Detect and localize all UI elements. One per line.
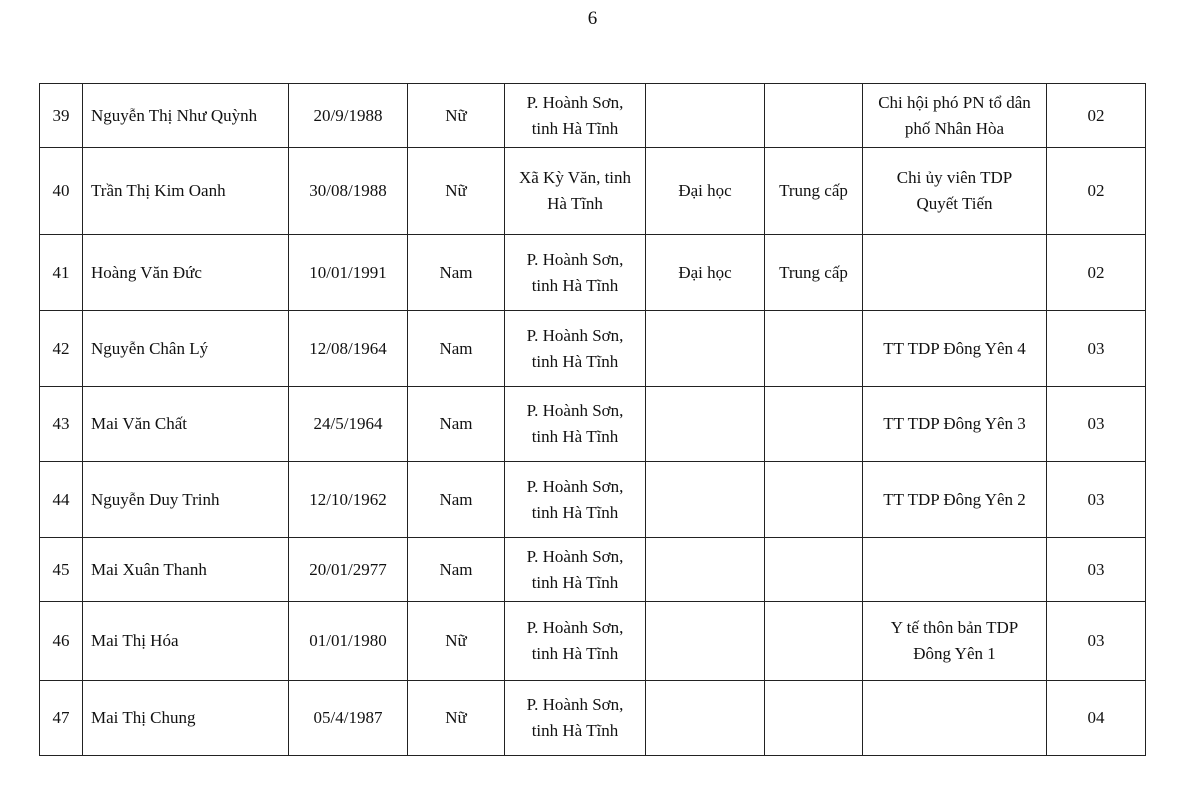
address-line-2: tinh Hà Tĩnh: [531, 275, 619, 295]
roster-table: [39, 83, 1146, 756]
cell-code: 03: [1047, 311, 1146, 387]
address-line-2: Hà Tĩnh: [547, 194, 603, 213]
table-row: [40, 148, 1146, 235]
cell-gender: Nam: [408, 538, 505, 602]
table-row: [40, 462, 1146, 538]
cell-address: [505, 538, 646, 602]
cell-name: Hoàng Văn Đức: [83, 235, 289, 311]
cell-education: Đại học: [646, 235, 765, 311]
cell-name: Mai Thị Hóa: [83, 602, 289, 681]
address-line-1: P. Hoành Sơn,: [526, 618, 624, 637]
cell-stt: 44: [40, 462, 83, 538]
cell-gender: Nam: [408, 462, 505, 538]
address-line-2: tinh Hà Tĩnh: [531, 502, 619, 522]
address-line-1: P. Hoành Sơn,: [526, 249, 624, 269]
address-line-2: tinh Hà Tĩnh: [531, 427, 619, 446]
cell-gender: Nam: [408, 311, 505, 387]
cell-dob: 12/10/1962: [289, 462, 408, 538]
position-line-1: TT TDP Đông Yên 2: [883, 489, 1026, 509]
cell-code: 03: [1047, 602, 1146, 681]
table-row: [40, 538, 1146, 602]
cell-politics: [765, 681, 863, 756]
cell-gender: Nữ: [408, 602, 505, 681]
cell-gender: Nữ: [408, 148, 505, 235]
cell-code: 02: [1047, 84, 1146, 148]
cell-position: [863, 538, 1047, 602]
cell-code: 04: [1047, 681, 1146, 756]
cell-name: Mai Xuân Thanh: [83, 538, 289, 602]
address-line-1: P. Hoành Sơn,: [526, 546, 624, 566]
table-row: [40, 311, 1146, 387]
cell-politics: [765, 84, 863, 148]
address-line-2: tinh Hà Tĩnh: [531, 644, 619, 663]
address-line-1: P. Hoành Sơn,: [526, 476, 624, 496]
cell-education: Đại học: [646, 148, 765, 235]
cell-code: 02: [1047, 148, 1146, 235]
cell-position: [863, 602, 1047, 681]
cell-dob: 10/01/1991: [289, 235, 408, 311]
cell-stt: 40: [40, 148, 83, 235]
cell-politics: [765, 538, 863, 602]
cell-gender: Nữ: [408, 84, 505, 148]
cell-code: 03: [1047, 462, 1146, 538]
address-line-1: P. Hoành Sơn,: [526, 92, 624, 112]
cell-address: [505, 311, 646, 387]
cell-code: 03: [1047, 538, 1146, 602]
cell-stt: 42: [40, 311, 83, 387]
cell-politics: [765, 462, 863, 538]
cell-stt: 45: [40, 538, 83, 602]
cell-education: [646, 602, 765, 681]
cell-gender: Nam: [408, 387, 505, 462]
table-row: [40, 235, 1146, 311]
cell-stt: 47: [40, 681, 83, 756]
cell-address: [505, 148, 646, 235]
cell-politics: [765, 311, 863, 387]
position-line-2: Đông Yên 1: [913, 644, 996, 663]
cell-name: Nguyễn Duy Trinh: [83, 462, 289, 538]
cell-education: [646, 84, 765, 148]
cell-address: [505, 462, 646, 538]
cell-dob: 30/08/1988: [289, 148, 408, 235]
table-row: [40, 681, 1146, 756]
address-line-1: P. Hoành Sơn,: [526, 325, 624, 345]
cell-stt: 43: [40, 387, 83, 462]
address-line-1: P. Hoành Sơn,: [526, 401, 624, 420]
cell-name: Mai Thị Chung: [83, 681, 289, 756]
address-line-1: P. Hoành Sơn,: [526, 695, 624, 714]
page-number: 6: [587, 8, 598, 29]
position-line-1: TT TDP Đông Yên 4: [883, 338, 1026, 358]
cell-name: Nguyễn Chân Lý: [83, 311, 289, 387]
cell-position: [863, 84, 1047, 148]
cell-address: [505, 387, 646, 462]
cell-gender: Nam: [408, 235, 505, 311]
address-line-2: tinh Hà Tĩnh: [531, 572, 619, 592]
cell-politics: Trung cấp: [765, 235, 863, 311]
cell-position: [863, 462, 1047, 538]
table-row: [40, 602, 1146, 681]
cell-address: [505, 681, 646, 756]
position-line-1: TT TDP Đông Yên 3: [883, 414, 1026, 433]
cell-position: [863, 311, 1047, 387]
cell-politics: [765, 602, 863, 681]
table-row: [40, 84, 1146, 148]
cell-dob: 01/01/1980: [289, 602, 408, 681]
position-line-1: Chi hội phó PN tổ dân: [878, 92, 1031, 112]
cell-dob: 20/01/2977: [289, 538, 408, 602]
cell-education: [646, 387, 765, 462]
address-line-2: tinh Hà Tĩnh: [531, 351, 619, 371]
cell-position: [863, 681, 1047, 756]
cell-address: [505, 84, 646, 148]
position-line-2: phố Nhân Hòa: [904, 118, 1005, 138]
address-line-2: tinh Hà Tĩnh: [531, 118, 619, 138]
address-line-1: Xã Kỳ Văn, tinh: [518, 168, 632, 187]
cell-position: [863, 148, 1047, 235]
cell-address: [505, 602, 646, 681]
cell-stt: 39: [40, 84, 83, 148]
address-line-2: tinh Hà Tĩnh: [531, 721, 619, 740]
cell-name: Trần Thị Kim Oanh: [83, 148, 289, 235]
cell-stt: 41: [40, 235, 83, 311]
cell-dob: 05/4/1987: [289, 681, 408, 756]
cell-dob: 24/5/1964: [289, 387, 408, 462]
cell-dob: 12/08/1964: [289, 311, 408, 387]
cell-stt: 46: [40, 602, 83, 681]
cell-politics: Trung cấp: [765, 148, 863, 235]
cell-position: [863, 235, 1047, 311]
position-line-2: Quyết Tiến: [916, 194, 993, 213]
cell-gender: Nữ: [408, 681, 505, 756]
position-line-1: Y tế thôn bản TDP: [890, 618, 1019, 637]
cell-dob: 20/9/1988: [289, 84, 408, 148]
cell-name: Mai Văn Chất: [83, 387, 289, 462]
cell-education: [646, 462, 765, 538]
cell-position: [863, 387, 1047, 462]
cell-education: [646, 311, 765, 387]
position-line-1: Chi ủy viên TDP: [896, 168, 1013, 187]
cell-politics: [765, 387, 863, 462]
cell-code: 02: [1047, 235, 1146, 311]
cell-address: [505, 235, 646, 311]
cell-name: Nguyễn Thị Như Quỳnh: [83, 84, 289, 148]
cell-education: [646, 681, 765, 756]
cell-code: 03: [1047, 387, 1146, 462]
table-row: [40, 387, 1146, 462]
cell-education: [646, 538, 765, 602]
